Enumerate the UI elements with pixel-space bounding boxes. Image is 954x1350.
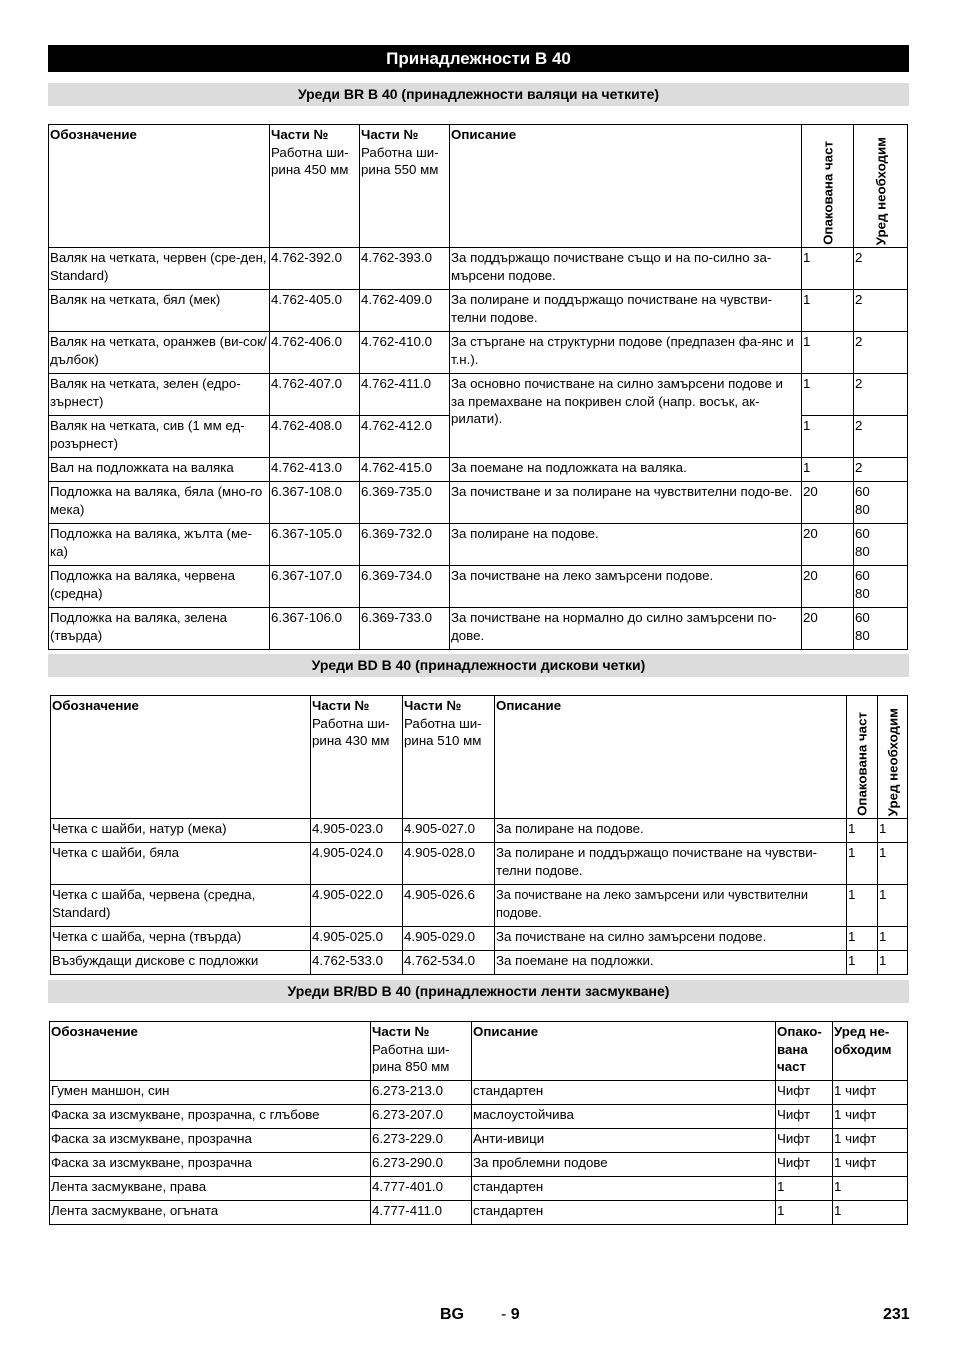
header-part-850: Части № Работна ши-рина 850 мм [371, 1022, 472, 1081]
table-row: Гумен маншон, син 6.273-213.0 стандартен Чифт 1 чифт [50, 1081, 908, 1105]
header-description: Описание [450, 125, 802, 248]
header-part-450: Части № Работна ши-рина 450 мм [270, 125, 360, 248]
table-row: Лента засмукване, права 4.777-401.0 стандартен 1 1 [50, 1177, 908, 1201]
table-row: Валяк на четката, сив (1 мм ед-розърнест) 4.762-408.0 4.762-412.0 1 2 [49, 416, 908, 458]
header-part-510: Части № Работна ши-рина 510 мм [403, 696, 495, 819]
table-row: Подложка на валяка, бяла (мно-го мека) 6.367-108.0 6.369-735.0 За почистване и за полиране на чувствителни подо-ве. 20 60 80 [49, 482, 908, 524]
header-designation: Обозначение [49, 125, 270, 248]
table-row: Фаска за изсмукване, прозрачна, с глъбове 6.273-207.0 маслоустойчива Чифт 1 чифт [50, 1105, 908, 1129]
table-row: Валяк на четката, оранжев (ви-сок/дълбок) 4.762-406.0 4.762-410.0 За стъргане на структурни подове (предпазен фа-янс и т.н.). 1 2 [49, 332, 908, 374]
table-row: Четка с шайби, бяла 4.905-024.0 4.905-028.0 За полиране и поддържащо почистване на чувстви-телни подове. 1 1 [51, 843, 908, 885]
table-row: Четка с шайби, натур (мека) 4.905-023.0 4.905-027.0 За полиране на подове. 1 1 [51, 819, 908, 843]
table-row: Възбуждащи дискове с подложки 4.762-533.0 4.762-534.0 За поемане на подложки. 1 1 [51, 951, 908, 975]
table-row: Подложка на валяка, червена (средна) 6.367-107.0 6.369-734.0 За почистване на леко замърсени подове. 20 60 80 [49, 566, 908, 608]
table-row: Фаска за изсмукване, прозрачна 6.273-229.0 Анти-ивици Чифт 1 чифт [50, 1129, 908, 1153]
table-row: Валяк на четката, зелен (едро-зърнест) 4.762-407.0 4.762-411.0 За основно почистване на силно замърсени подове и за премахване на покривен слой (напр. восък, ак-рилати). 1 2 [49, 374, 908, 416]
footer-page-number: 231 [883, 1306, 910, 1323]
table-row: Четка с шайба, червена (средна, Standard) 4.905-022.0 4.905-026.6 За почистване на леко замърсени или чувствителни подове. 1 1 [51, 885, 908, 927]
header-device-required: Уред не-обходим [833, 1022, 908, 1081]
table-row: Подложка на валяка, зелена (твърда) 6.367-106.0 6.369-733.0 За почистване на нормално до силно замърсени по-дове. 20 60 80 [49, 608, 908, 650]
header-packed-part: Опакована част [802, 125, 854, 248]
header-device-required: Уред необходим [854, 125, 908, 248]
header-part-550: Части № Работна ши-рина 550 мм [360, 125, 450, 248]
header-packed-part: Опакована част [847, 696, 878, 819]
table-br-brush-rollers [48, 124, 908, 650]
header-designation: Обозначение [50, 1022, 371, 1081]
header-designation: Обозначение [51, 696, 311, 819]
table-squeegee-blades [49, 1021, 908, 1225]
table-row: Подложка на валяка, жълта (ме-ка) 6.367-105.0 6.369-732.0 За полиране на подове. 20 60 80 [49, 524, 908, 566]
section-title-bd: Уреди BD B 40 (принадлежности дискови четки) [48, 654, 909, 677]
table-row: Валяк на четката, бял (мек) 4.762-405.0 4.762-409.0 За полиране и поддържащо почистване на чувстви-телни подове. 1 2 [49, 290, 908, 332]
table-row: Валяк на четката, червен (сре-ден, Standard) 4.762-392.0 4.762-393.0 За поддържащо почистване също и на по-силно за-мърсени подове. 1 2 [49, 248, 908, 290]
header-description: Описание [495, 696, 847, 819]
footer-section-page: - 9 [501, 1306, 520, 1323]
table-row: Лента засмукване, огъната 4.777-411.0 стандартен 1 1 [50, 1201, 908, 1225]
header-part-430: Части № Работна ши-рина 430 мм [311, 696, 403, 819]
table-row: Фаска за изсмукване, прозрачна 6.273-290.0 За проблемни подове Чифт 1 чифт [50, 1153, 908, 1177]
table-row: Вал на подложката на валяка 4.762-413.0 4.762-415.0 За поемане на подложката на валяка. 1 2 [49, 458, 908, 482]
table-bd-disc-brushes [50, 695, 908, 975]
table-row: Четка с шайба, черна (твърда) 4.905-025.0 4.905-029.0 За почистване на силно замърсени подове. 1 1 [51, 927, 908, 951]
header-description: Описание [472, 1022, 776, 1081]
header-packed-part: Опако-вана част [776, 1022, 833, 1081]
footer-language: BG [440, 1306, 464, 1323]
section-title-br: Уреди BR B 40 (принадлежности валяци на четките) [48, 83, 909, 106]
section-title-squeegee: Уреди BR/BD B 40 (принадлежности ленти засмукване) [48, 980, 909, 1003]
page-title: Принадлежности B 40 [48, 45, 909, 72]
header-device-required: Уред необходим [878, 696, 908, 819]
